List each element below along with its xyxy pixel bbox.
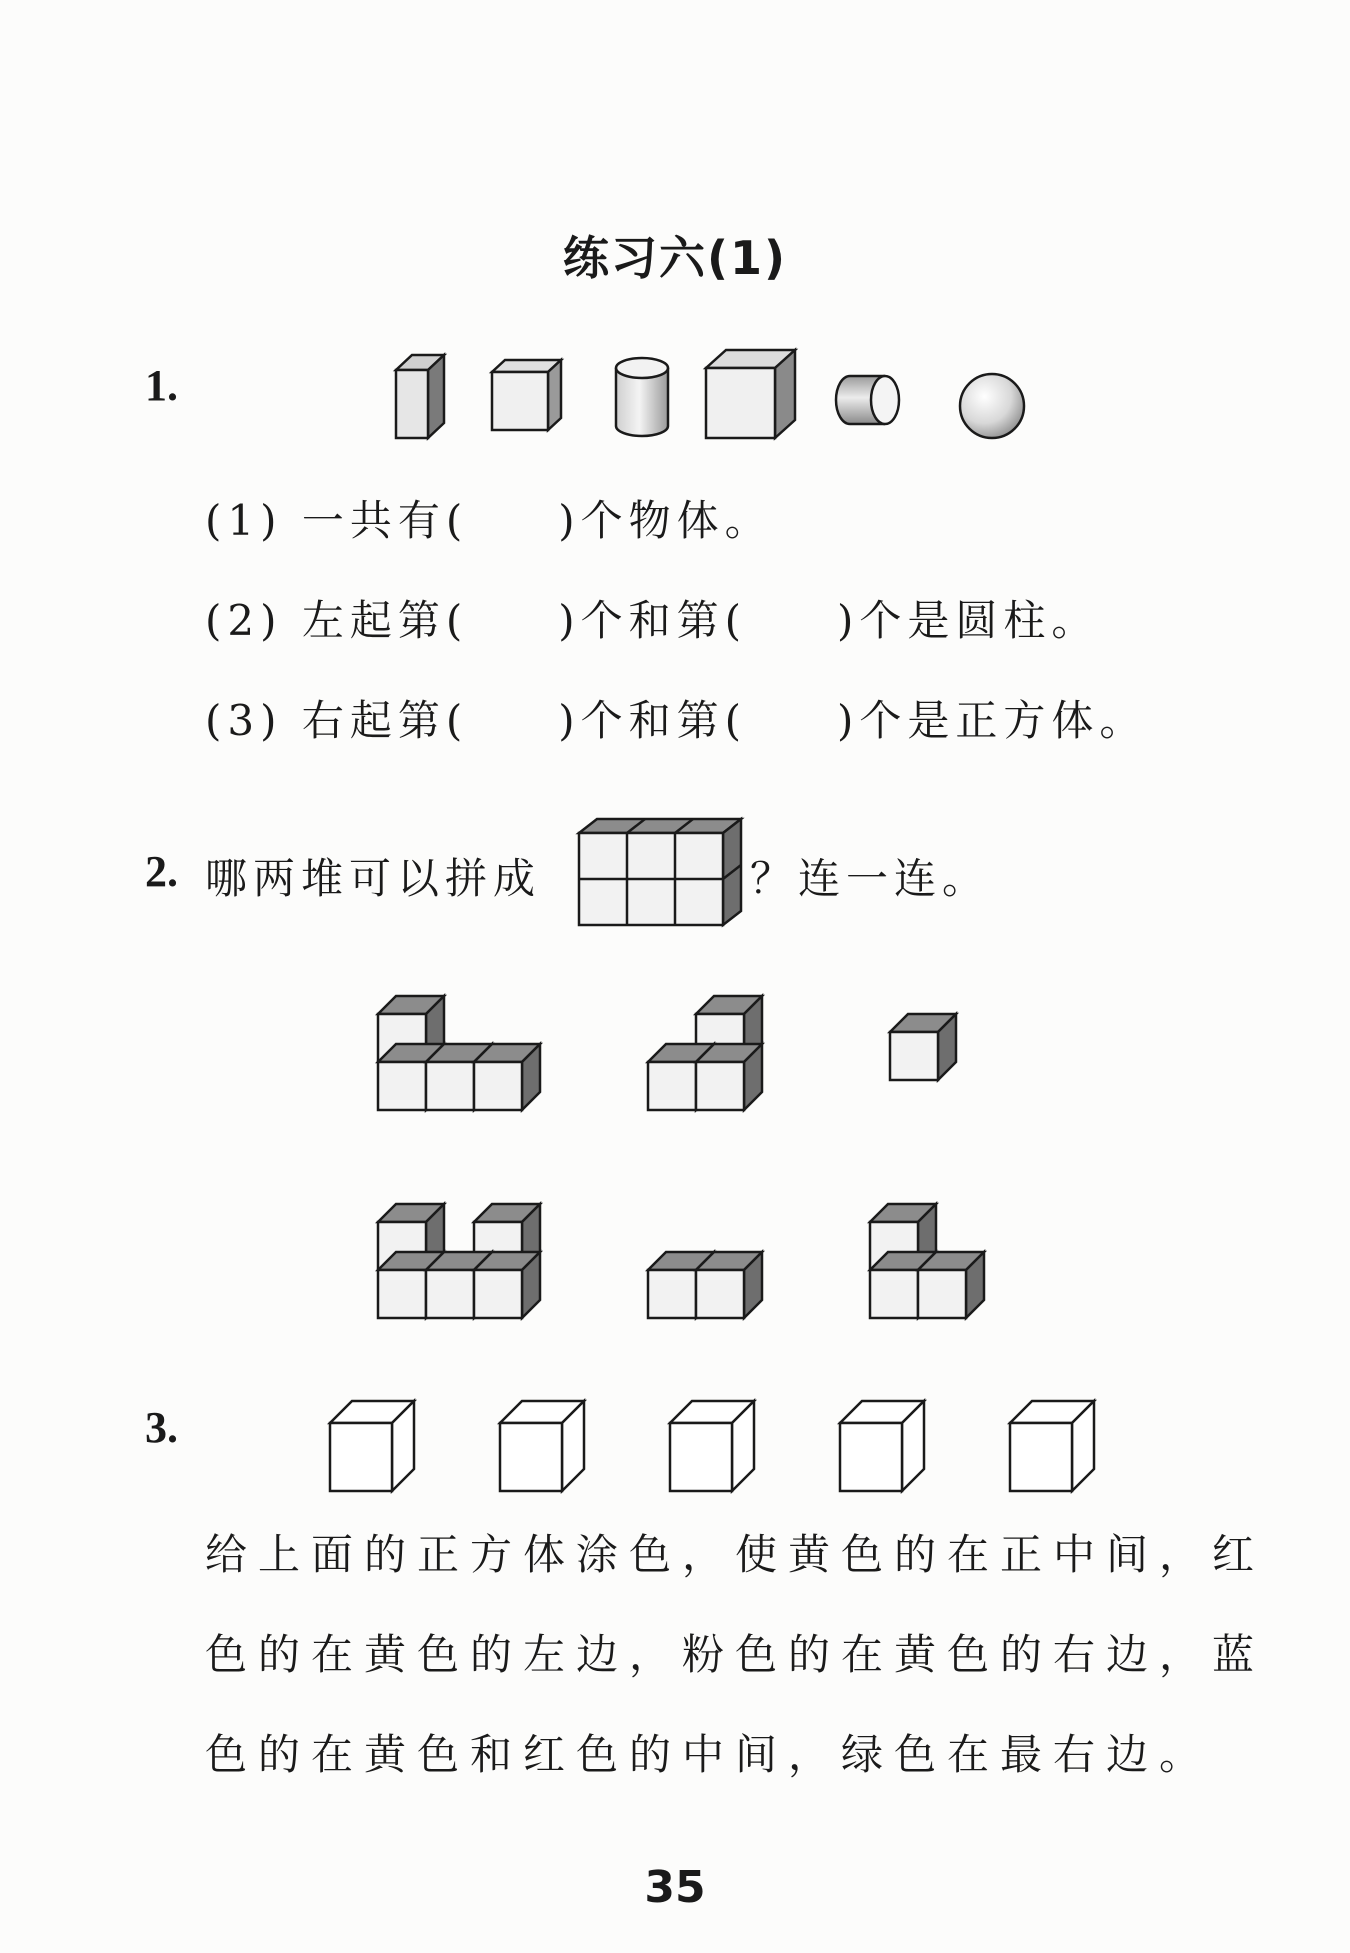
shape-cube-small bbox=[492, 360, 561, 430]
q1-number: 1. bbox=[145, 361, 178, 410]
shape-cube-large bbox=[706, 350, 795, 438]
page-number: 35 bbox=[644, 1862, 706, 1913]
q3-line-2: 色的在黄色的左边，粉色的在黄色的右边，蓝 bbox=[205, 1630, 1266, 1679]
q1-item-2-text-b: )个和第( bbox=[558, 596, 748, 645]
q1-item-2-text-c: )个是圆柱。 bbox=[837, 596, 1100, 645]
q3-cube-3[interactable] bbox=[670, 1401, 754, 1491]
q1-shapes bbox=[0, 340, 1350, 460]
q2-prompt-after: ？连一连。 bbox=[750, 854, 991, 903]
q3-cube-5[interactable] bbox=[1010, 1401, 1094, 1491]
q3-cube-1[interactable] bbox=[330, 1401, 414, 1491]
q1-item-1-label: (1) bbox=[205, 496, 283, 545]
pile-a-cube-4 bbox=[474, 1044, 540, 1110]
q1-item-2-text-a: 左起第( bbox=[301, 596, 469, 645]
pile-e-cube-2 bbox=[696, 1252, 762, 1318]
pile-b-cube-3 bbox=[696, 1044, 762, 1110]
q1-item-1-text-a: 一共有( bbox=[301, 496, 469, 545]
shape-sphere bbox=[960, 374, 1024, 438]
q1-item-2 bbox=[205, 588, 1099, 648]
q2-piles bbox=[0, 980, 1350, 1340]
q3-cube-4[interactable] bbox=[840, 1401, 924, 1491]
q1-item-3 bbox=[205, 688, 1147, 748]
q3-cube-2[interactable] bbox=[500, 1401, 584, 1491]
q1-item-3-label: (3) bbox=[205, 696, 283, 745]
pile-f-cube-3 bbox=[918, 1252, 984, 1318]
q3-line-1: 给上面的正方体涂色，使黄色的在正中间，红 bbox=[205, 1530, 1266, 1579]
q3-line-3: 色的在黄色和红色的中间，绿色在最右边。 bbox=[205, 1730, 1213, 1779]
shape-cylinder-lying bbox=[836, 376, 899, 424]
pile-d-cube-5 bbox=[474, 1252, 540, 1318]
q1-item-2-label: (2) bbox=[205, 596, 283, 645]
q1-item-3-text-a: 右起第( bbox=[301, 696, 469, 745]
cube-block-3x2-icon bbox=[575, 815, 755, 935]
shape-cuboid-tall bbox=[396, 355, 444, 438]
q1-item-1 bbox=[205, 488, 773, 548]
shape-cylinder-upright bbox=[616, 358, 668, 436]
q2-number: 2. bbox=[145, 847, 178, 896]
q1-item-3-text-c: )个是正方体。 bbox=[837, 696, 1148, 745]
q2-prompt-before: 哪两堆可以拼成 bbox=[205, 854, 542, 903]
q1-item-3-text-b: )个和第( bbox=[558, 696, 748, 745]
pile-c-cube-1 bbox=[890, 1014, 956, 1080]
q3-number: 3. bbox=[145, 1403, 178, 1452]
page-title: 练习六(1) bbox=[562, 231, 788, 285]
q3-cubes bbox=[0, 1390, 1350, 1490]
q1-item-1-text-b: )个物体。 bbox=[558, 496, 773, 545]
